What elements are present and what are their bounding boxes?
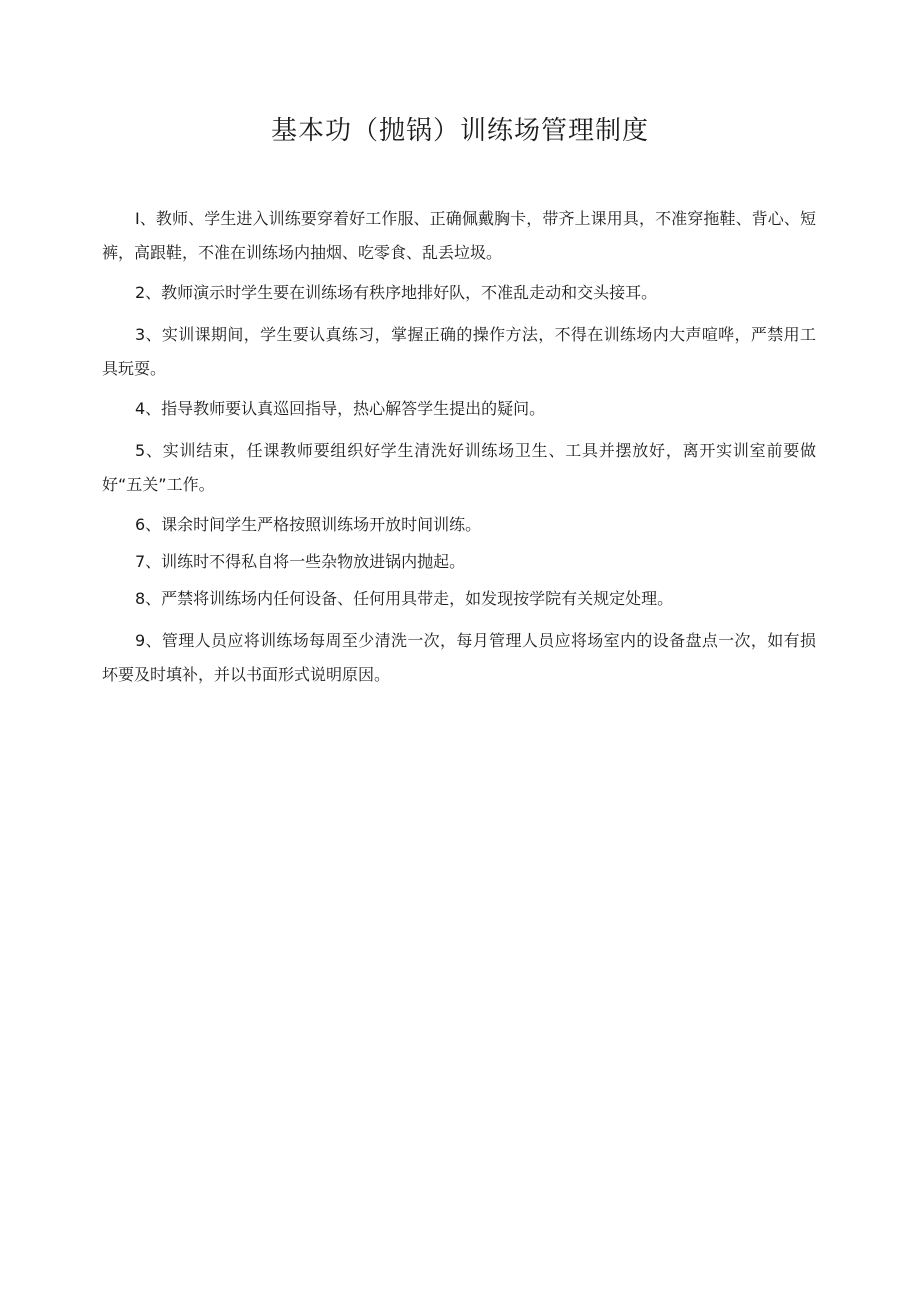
rule-item-2: 2、教师演示时学生要在训练场有秩序地排好队，不准乱走动和交头接耳。 xyxy=(135,283,658,302)
rule-item-3: 3、实训课期间，学生要认真练习，掌握正确的操作方法，不得在训练场内大声喧哗，严禁用工具玩耍。 xyxy=(102,325,816,378)
rule-item-7: 7、训练时不得私自将一些杂物放进锅内抛起。 xyxy=(135,552,466,571)
rule-item-6: 6、课余时间学生严格按照训练场开放时间训练。 xyxy=(135,515,482,534)
rule-item-5: 5、实训结束，任课教师要组织好学生清洗好训练场卫生、工具并摆放好，离开实训室前要做好“五关”工作。 xyxy=(102,441,816,494)
rule-item-4: 4、指导教师要认真巡回指导，热心解答学生提出的疑问。 xyxy=(135,399,546,418)
document-title: 基本功（抛锅）训练场管理制度 xyxy=(270,116,649,146)
rule-item-8: 8、严禁将训练场内任何设备、任何用具带走，如发现按学院有关规定处理。 xyxy=(135,589,674,608)
rules-body xyxy=(102,202,816,703)
rule-item-9: 9、管理人员应将训练场每周至少清洗一次，每月管理人员应将场室内的设备盘点一次，如有损坏要及时填补，并以书面形式说明原因。 xyxy=(102,631,816,684)
rule-item-1: I、教师、学生进入训练要穿着好工作服、正确佩戴胸卡，带齐上课用具，不准穿拖鞋、背心、短裤，高跟鞋，不准在训练场内抽烟、吃零食、乱丢垃圾。 xyxy=(102,209,816,262)
